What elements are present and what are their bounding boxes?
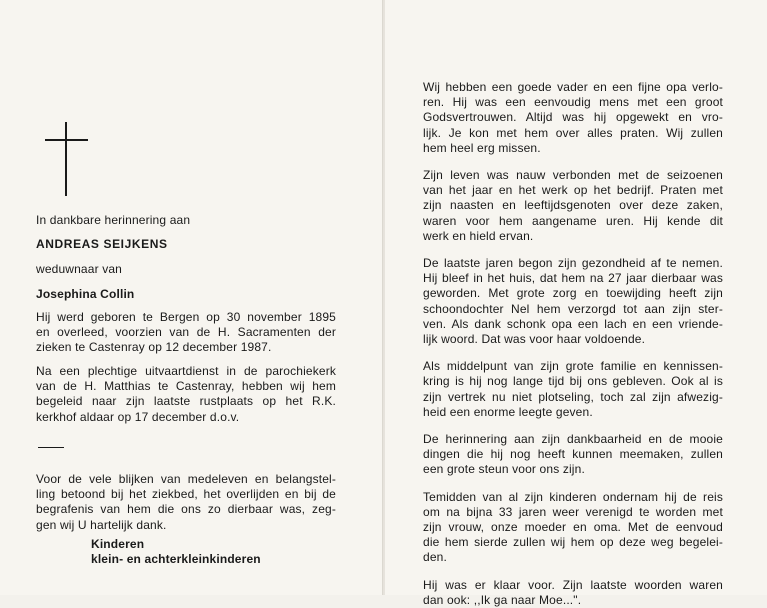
text-line: en overleed, voorzien van de H. Sacramenten der: [36, 325, 336, 340]
relation-text: weduwnaar van: [36, 262, 123, 276]
memorial-paragraph: [423, 359, 723, 420]
text-line: Voor de vele blijken van medeleven en belangstel-: [36, 472, 336, 486]
memorial-paragraph: [423, 578, 723, 608]
signature-children: Kinderen: [91, 537, 145, 551]
spouse-name: Josephina Collin: [36, 287, 135, 301]
funeral-paragraph: [36, 364, 336, 425]
text-line: ven. Als dank schonk opa een lach en een vriende-: [423, 316, 723, 331]
text-line: De herinnering aan zijn dankbaarheid en de mooie: [423, 432, 723, 447]
text-line: van de H. Matthias te Castenray, hebben wij hem: [36, 379, 336, 394]
text-line: werk en hield ervan.: [423, 228, 534, 243]
text-line: den.: [423, 550, 447, 565]
text-line: Godsvertrouwen. Altijd was hij opgewekt en vro-: [423, 110, 723, 125]
memorial-paragraph: [423, 490, 723, 566]
birth-death-paragraph: [36, 310, 336, 356]
text-line: Hij werd geboren te Bergen op 30 november 1895: [36, 310, 336, 324]
text-line: schoondochter Nel hem verzorgd tot aan zijn ster-: [423, 301, 723, 316]
text-line: waren voor hem aangename uren. Hij kende dit: [423, 213, 723, 228]
memorial-paragraph: [423, 80, 723, 156]
text-line: hem heel erg missen.: [423, 140, 541, 155]
text-line: gen wij U hartelijk dank.: [36, 517, 167, 532]
text-line: zijn naasten en leeftijdsgenoten over deze zaken,: [423, 198, 723, 213]
text-line: De laatste jaren begon zijn gezondheid af te nemen.: [423, 256, 723, 271]
text-line: Hij bleef in het huis, dat hem na 27 jaar dierbaar was: [423, 271, 723, 286]
text-line: kerkhof aldaar op 17 december d.o.v.: [36, 409, 240, 424]
text-line: dan ook: ,,Ik ga naar Moe...".: [423, 592, 582, 607]
text-line: lijk. Je kon met hem over alles praten. Wij zullen: [423, 125, 723, 140]
signature-grandchildren: klein- en achterkleinkinderen: [91, 552, 261, 566]
cross-icon-horizontal: [45, 139, 88, 141]
right-page: [385, 0, 767, 607]
text-line: ling betoond bij het ziekbed, het overlijden en bij de: [36, 487, 336, 502]
text-line: om na bijna 33 jaren weer verenigd te worden met: [423, 504, 723, 519]
thanks-paragraph: [36, 472, 336, 533]
text-line: zieken te Castenray op 12 december 1987.: [36, 340, 272, 355]
divider: [38, 447, 64, 448]
text-line: lijk woord. Dat was voor haar voldoende.: [423, 332, 646, 347]
text-line: zijn vertrek nu niet plotseling, toch zal zijn afwezig-: [423, 389, 723, 404]
text-line: kring is hij nog lange tijd bij ons gebleven. Ook al is: [423, 374, 723, 389]
cross-icon-vertical: [65, 122, 67, 196]
text-line: Zijn leven was nauw verbonden met de seizoenen: [423, 168, 723, 183]
memorial-text: [423, 80, 723, 608]
text-line: begeleid naar zijn laatste rustplaats op het R.K.: [36, 394, 336, 409]
text-line: Als middelpunt van zijn grote familie en kennissen-: [423, 359, 723, 374]
text-line: heid een enorme leegte geven.: [423, 404, 593, 419]
memorial-paragraph: [423, 168, 723, 244]
text-line: Hij was er klaar voor. Zijn laatste woorden waren: [423, 577, 723, 592]
text-line: ren. Hij was een eenvoudig mens met een groot: [423, 95, 723, 110]
text-line: van het jaar en het werk op het bedrijf. Praten met: [423, 183, 723, 198]
text-line: Na een plechtige uitvaartdienst in de parochiekerk: [36, 364, 336, 378]
text-line: zijn vrouw, onze moeder en oma. Met de eenvoud: [423, 520, 723, 535]
text-line: begrafenis van hem die ons zo dierbaar was, zeg-: [36, 502, 336, 517]
memorial-paragraph: [423, 432, 723, 478]
text-line: dingen die hij nog heeft kunnen meemaken, zullen: [423, 447, 723, 462]
memorial-paragraph: [423, 256, 723, 347]
text-line: die hem sierde zullen wij hem op deze weg begelei-: [423, 535, 723, 550]
text-line: Temidden van al zijn kinderen ondernam hij de reis: [423, 489, 723, 504]
left-page: [0, 0, 383, 595]
text-line: geworden. Met grote zorg en toewijding heeft zijn: [423, 286, 723, 301]
intro-text: In dankbare herinnering aan: [36, 213, 191, 227]
text-line: Wij hebben een goede vader en een fijne opa verlo-: [423, 80, 723, 94]
deceased-name: ANDREAS SEIJKENS: [36, 237, 168, 251]
text-line: een grote steun voor ons zijn.: [423, 462, 585, 477]
